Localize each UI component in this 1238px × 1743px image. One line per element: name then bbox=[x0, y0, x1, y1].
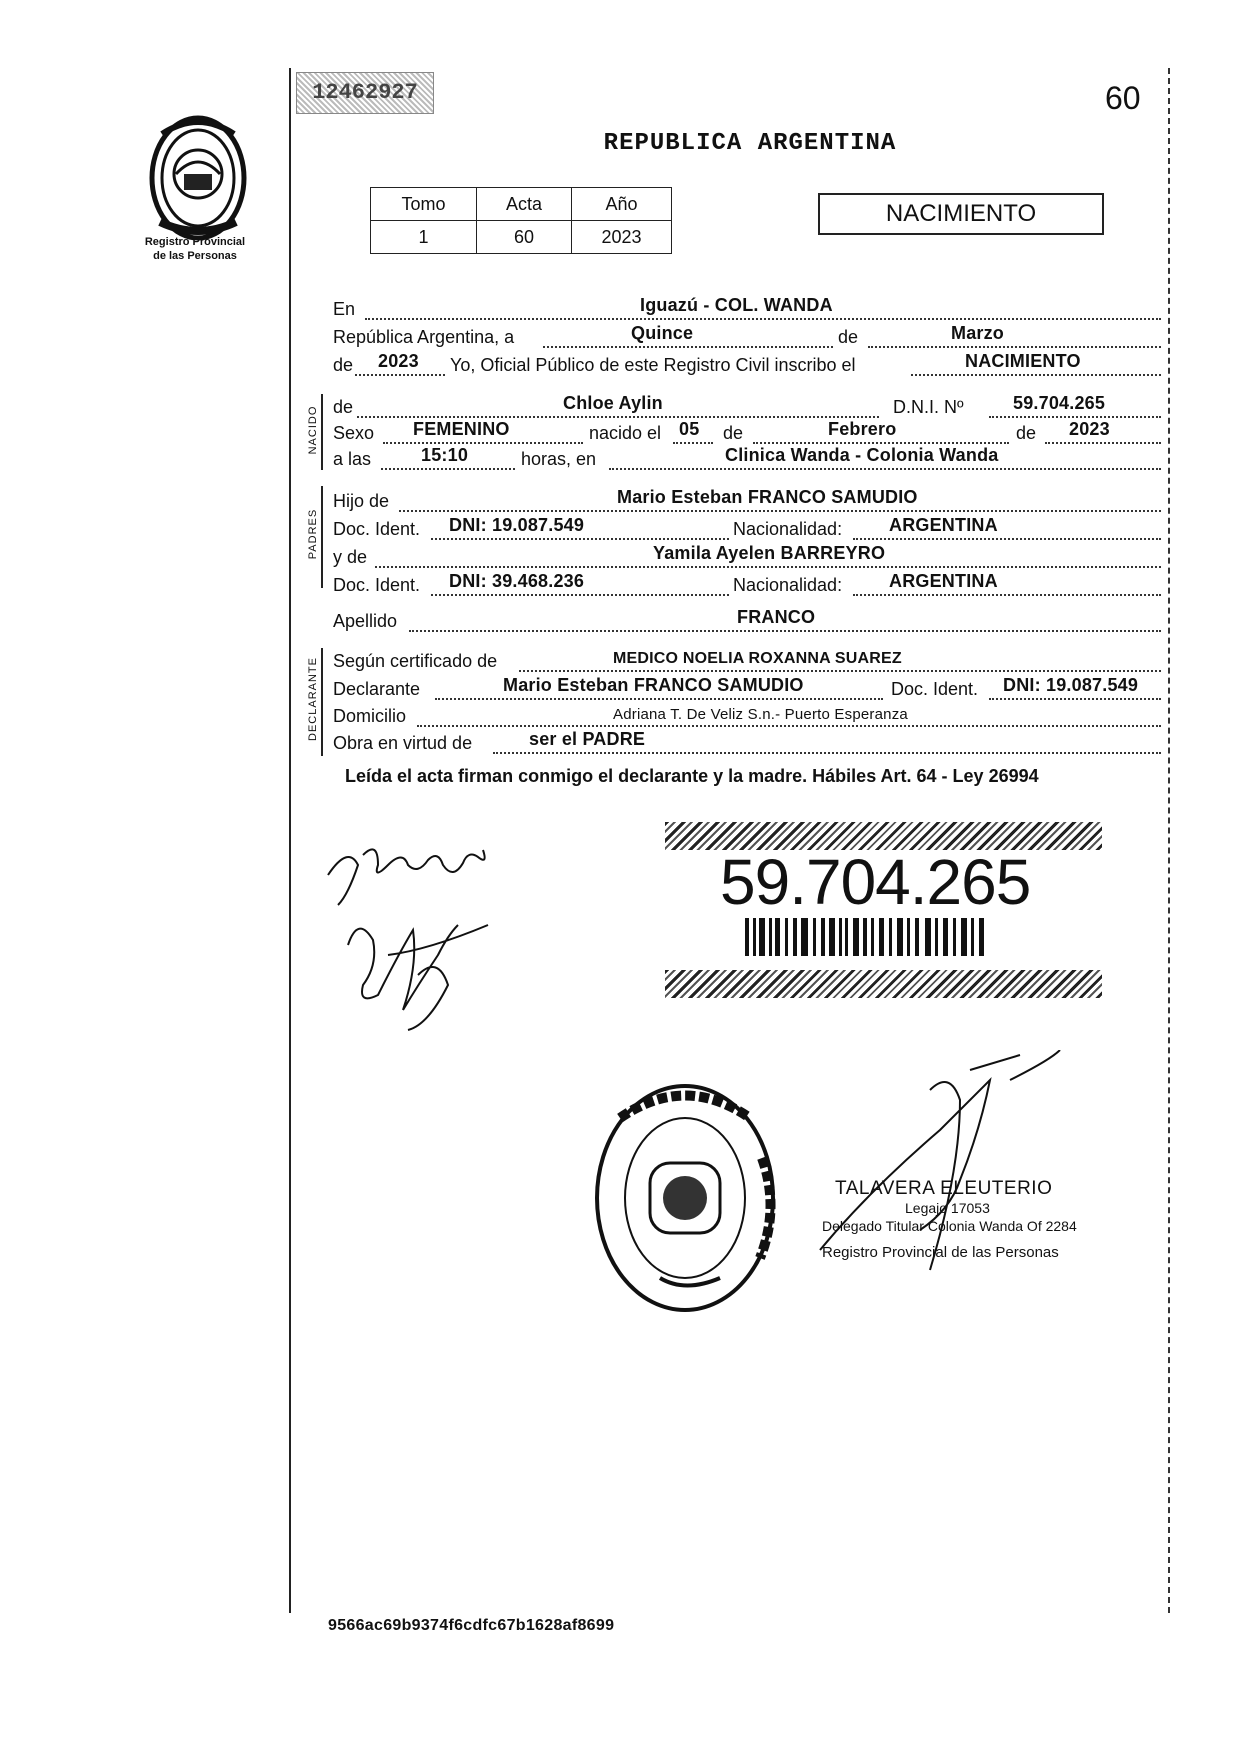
nacido-label: NACIDO bbox=[307, 405, 319, 455]
dotted-line bbox=[493, 752, 1161, 754]
birth-place-value: Clinica Wanda - Colonia Wanda bbox=[725, 445, 999, 465]
obra-label: Obra en virtud de bbox=[333, 733, 473, 753]
republica-label: República Argentina, a bbox=[333, 327, 515, 347]
place-value: Iguazú - COL. WANDA bbox=[640, 295, 833, 315]
hijo-de-label: Hijo de bbox=[333, 491, 390, 511]
acta-header: Acta bbox=[477, 188, 572, 221]
de-label: de bbox=[838, 327, 859, 347]
dotted-line bbox=[673, 442, 713, 444]
page-title: REPUBLICA ARGENTINA bbox=[603, 130, 897, 157]
dotted-line bbox=[431, 538, 729, 540]
declarante-doc-value: DNI: 19.087.549 bbox=[1003, 675, 1139, 695]
logo-caption-line-2: de las Personas bbox=[153, 250, 237, 262]
dotted-line bbox=[519, 670, 1161, 672]
official-seal bbox=[590, 1078, 780, 1318]
official-legajo: Legajo 17053 bbox=[905, 1200, 990, 1216]
month-value: Marzo bbox=[951, 323, 1005, 343]
father-nationality-label: Nacionalidad: bbox=[733, 519, 843, 539]
acta-value: 60 bbox=[477, 221, 572, 254]
row-republica bbox=[333, 323, 1161, 350]
dotted-line bbox=[409, 630, 1161, 632]
dotted-line bbox=[989, 698, 1161, 700]
de-label-2: de bbox=[723, 423, 744, 443]
row-hijo-de bbox=[333, 487, 1161, 514]
declarante-value: Mario Esteban FRANCO SAMUDIO bbox=[503, 675, 804, 695]
document-hash: 9566ac69b9374f6cdfc67b1628af8699 bbox=[328, 1617, 615, 1634]
row-sexo bbox=[333, 419, 1161, 446]
official-office: Registro Provincial de las Personas bbox=[822, 1244, 1059, 1261]
serial-stamp: 12462927 bbox=[296, 72, 434, 114]
row-mother-doc bbox=[333, 571, 1161, 598]
row-y-de bbox=[333, 543, 1161, 570]
declarante-doc-label: Doc. Ident. bbox=[891, 679, 979, 699]
domicilio-value: Adriana T. De Veliz S.n.- Puerto Esperanza bbox=[613, 706, 908, 723]
apellido-value: FRANCO bbox=[737, 607, 816, 627]
certificado-value: MEDICO NOELIA ROXANNA SUAREZ bbox=[613, 650, 902, 667]
birth-month-value: Febrero bbox=[828, 419, 897, 439]
tomo-value: 1 bbox=[371, 221, 477, 254]
official-role: Delegado Titular Colonia Wanda Of 2284 bbox=[822, 1218, 1077, 1234]
right-margin-line bbox=[1168, 68, 1170, 1613]
logo-caption-line-1: Registro Provincial bbox=[144, 236, 246, 248]
padres-label: PADRES bbox=[307, 508, 319, 560]
dni-sticker-number: 59.704.265 bbox=[720, 846, 1031, 918]
act-type-box: NACIMIENTO bbox=[818, 193, 1104, 235]
declarante-row-label: Declarante bbox=[333, 679, 421, 699]
dotted-line bbox=[868, 346, 1161, 348]
declarante-bracket bbox=[321, 648, 323, 756]
dotted-line bbox=[357, 416, 879, 418]
dotted-line bbox=[1045, 442, 1161, 444]
seal-stamp-icon bbox=[590, 1078, 780, 1318]
birth-year-value: 2023 bbox=[1069, 419, 1110, 439]
declarante-label: DECLARANTE bbox=[307, 657, 319, 741]
dotted-line bbox=[355, 374, 445, 376]
de-year-label: de bbox=[333, 355, 354, 375]
row-apellido bbox=[333, 607, 1161, 634]
dotted-line bbox=[753, 442, 1009, 444]
nacido-el-label: nacido el bbox=[589, 423, 662, 443]
dotted-line bbox=[365, 318, 1161, 320]
dotted-line bbox=[853, 594, 1161, 596]
padres-bracket bbox=[321, 486, 323, 588]
horas-en-label: horas, en bbox=[521, 449, 597, 469]
nacido-bracket bbox=[321, 394, 323, 470]
registered-act-value: NACIMIENTO bbox=[965, 351, 1081, 371]
child-dni-value: 59.704.265 bbox=[1013, 393, 1106, 413]
tomo-acta-anio-table bbox=[370, 187, 672, 254]
father-nationality-value: ARGENTINA bbox=[889, 515, 998, 535]
row-obra bbox=[333, 729, 1161, 756]
mother-nationality-label: Nacionalidad: bbox=[733, 575, 843, 595]
dotted-line bbox=[381, 468, 515, 470]
row-declarante bbox=[333, 675, 1161, 702]
dotted-line bbox=[417, 725, 1161, 727]
misiones-coat-of-arms-icon bbox=[140, 112, 270, 244]
dotted-line bbox=[383, 442, 583, 444]
row-en bbox=[333, 295, 1161, 322]
dotted-line bbox=[543, 346, 833, 348]
dni-sticker-bottom-stripe bbox=[665, 970, 1102, 998]
mother-doc-label: Doc. Ident. bbox=[333, 575, 421, 595]
row-father-doc bbox=[333, 515, 1161, 542]
obra-value: ser el PADRE bbox=[529, 729, 646, 749]
mother-doc-value: DNI: 39.468.236 bbox=[449, 571, 585, 591]
sexo-value: FEMENINO bbox=[413, 419, 510, 439]
year-value: 2023 bbox=[378, 351, 419, 371]
mother-nationality-value: ARGENTINA bbox=[889, 571, 998, 591]
logo-caption bbox=[120, 235, 270, 263]
nacido-de-label: de bbox=[333, 397, 354, 417]
closing-text: Leída el acta firman conmigo el declarante y la madre. Hábiles Art. 64 - Ley 26994 bbox=[345, 766, 1039, 786]
dotted-line bbox=[431, 594, 729, 596]
row-nacido-nombre bbox=[333, 393, 1161, 420]
anio-value: 2023 bbox=[572, 221, 672, 254]
tomo-header: Tomo bbox=[371, 188, 477, 221]
dotted-line bbox=[399, 510, 1161, 512]
left-margin-line bbox=[289, 68, 291, 1613]
de-label-3: de bbox=[1016, 423, 1037, 443]
father-doc-label: Doc. Ident. bbox=[333, 519, 421, 539]
dotted-line bbox=[989, 416, 1161, 418]
domicilio-label: Domicilio bbox=[333, 706, 407, 726]
row-hora bbox=[333, 445, 1161, 472]
time-value: 15:10 bbox=[421, 445, 469, 465]
row-year bbox=[333, 351, 1161, 378]
official-name: TALAVERA ELEUTERIO bbox=[835, 1178, 1053, 1199]
row-certificado bbox=[333, 650, 1161, 674]
father-name-value: Mario Esteban FRANCO SAMUDIO bbox=[617, 487, 918, 507]
y-de-label: y de bbox=[333, 547, 368, 567]
officer-text: Yo, Oficial Público de este Registro Civil inscribo el bbox=[450, 355, 856, 375]
row-domicilio bbox=[333, 705, 1161, 729]
anio-header: Año bbox=[572, 188, 672, 221]
dni-barcode bbox=[745, 918, 987, 956]
dotted-line bbox=[609, 468, 1161, 470]
dni-label: D.N.I. Nº bbox=[893, 397, 964, 417]
mother-name-value: Yamila Ayelen BARREYRO bbox=[653, 543, 886, 563]
day-value: Quince bbox=[631, 323, 694, 343]
province-logo bbox=[140, 112, 270, 244]
dotted-line bbox=[911, 374, 1161, 376]
en-label: En bbox=[333, 299, 356, 319]
handwritten-signatures bbox=[318, 835, 538, 1035]
signatures-icon bbox=[318, 835, 538, 1035]
a-las-label: a las bbox=[333, 449, 372, 469]
certificado-label: Según certificado de bbox=[333, 651, 498, 671]
page-number: 60 bbox=[1105, 80, 1141, 116]
father-doc-value: DNI: 19.087.549 bbox=[449, 515, 585, 535]
dotted-line bbox=[375, 566, 1161, 568]
apellido-label: Apellido bbox=[333, 611, 398, 631]
dotted-line bbox=[435, 698, 883, 700]
birth-day-value: 05 bbox=[679, 419, 700, 439]
dotted-line bbox=[853, 538, 1161, 540]
child-name-value: Chloe Aylin bbox=[563, 393, 663, 413]
sexo-label: Sexo bbox=[333, 423, 375, 443]
